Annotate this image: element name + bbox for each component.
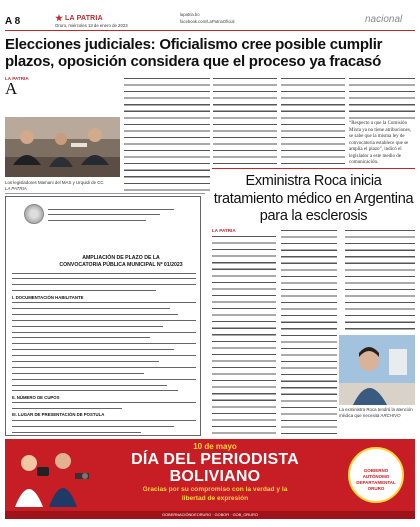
divider [212,168,415,169]
legislators-photo [5,117,120,177]
second-headline: Exministra Roca inicia tratamiento médico en Argentina para la esclerosis [213,173,414,224]
public-notice [5,196,201,436]
roca-photo-art [339,335,415,405]
notice-heading: III. LUGAR DE PRESENTACIÓN DE POSTULA [12,412,105,418]
notice-heading: I. DOCUMENTACIÓN HABILITANTE [12,294,84,300]
municipal-seal-icon [24,204,44,224]
photo-credit: LA PATRIA [5,185,27,191]
photo-credit: ARCHIVO [380,412,401,418]
banner-social[interactable]: GOBERNACIÓNDEORURO · GOBOR · GOB_ORURO [5,511,415,519]
text-col-6 [349,76,415,120]
drop-cap: A [5,79,18,98]
banner-title-line-1: DÍA DEL PERIODISTA [131,451,299,468]
star-icon [55,14,63,22]
header-divider [5,30,415,31]
banner-subtitle [100,486,330,503]
text-col-1a [20,82,72,115]
photo-caption [339,407,415,418]
social-site[interactable]: lapatria.bo [180,12,200,17]
legislators-photo-art [5,117,120,177]
banner-title [100,451,330,485]
photo-caption [5,180,120,191]
government-badge: GOBIERNO AUTÓNOMO DEPARTAMENTAL ORURO [348,447,404,503]
notice-title-line-1: AMPLIACIÓN DE PLAZO DE LA [82,255,160,261]
banner-date: 10 de mayo [193,442,237,451]
banner-title-line-2: BOLIVIANO [169,468,261,485]
journalists-illustration [11,445,96,507]
text-col-7 [212,234,276,434]
notice-title-line-2: CONVOCATORIA PÚBLICA MUNICIPAL Nº 01/2023 [59,261,183,268]
caption-text: Los legisladores Mamani del MAS y Urquidi de CC [5,180,104,185]
banner-subtitle-line-1: Gracias por su compromiso con la verdad y la [142,486,288,493]
notice-header-lines [48,207,188,225]
roca-photo [339,335,415,405]
main-headline: Elecciones judiciales: Oficialismo cree posible cumplir plazos, oposición considera que el proceso ya fracasó [5,36,383,70]
newspaper-logo [55,13,111,23]
page-number: A 8 [5,16,21,27]
story-tag: LA PATRIA [5,76,29,81]
social-facebook[interactable]: facebook.com/LaPatriaOficial [180,18,235,24]
page-header [0,0,420,32]
text-col-3 [146,76,210,196]
notice-title [46,255,196,268]
text-col-5 [281,76,345,166]
issue-date: Oruro, miércoles 13 de enero de 2023 [55,23,128,28]
banner-subtitle-line-2: libertad de expresión [181,494,249,502]
caption-text: La exministra Roca tendrá la atención médica que necesita [339,407,413,418]
story-tag: LA PATRIA [212,228,236,233]
divider [5,193,205,194]
journalist-day-banner[interactable] [5,439,415,519]
brand-name: LA PATRIA [65,14,103,22]
text-col-4 [213,76,277,166]
lead-quote: “Respecto a que la Comisión Mixta ya no tiene atribuciones, se sabe que la misma ley de convocatoria establece que se amplía el plazo”, indicó el legislador a este medio de comunicación. [349,121,412,166]
notice-body [12,271,196,436]
text-col-9 [345,228,415,332]
section-label: nacional [365,14,403,25]
header-social [180,12,234,25]
text-col-8 [281,228,337,434]
notice-heading: II. NÚMERO DE CUPOS [12,394,60,400]
